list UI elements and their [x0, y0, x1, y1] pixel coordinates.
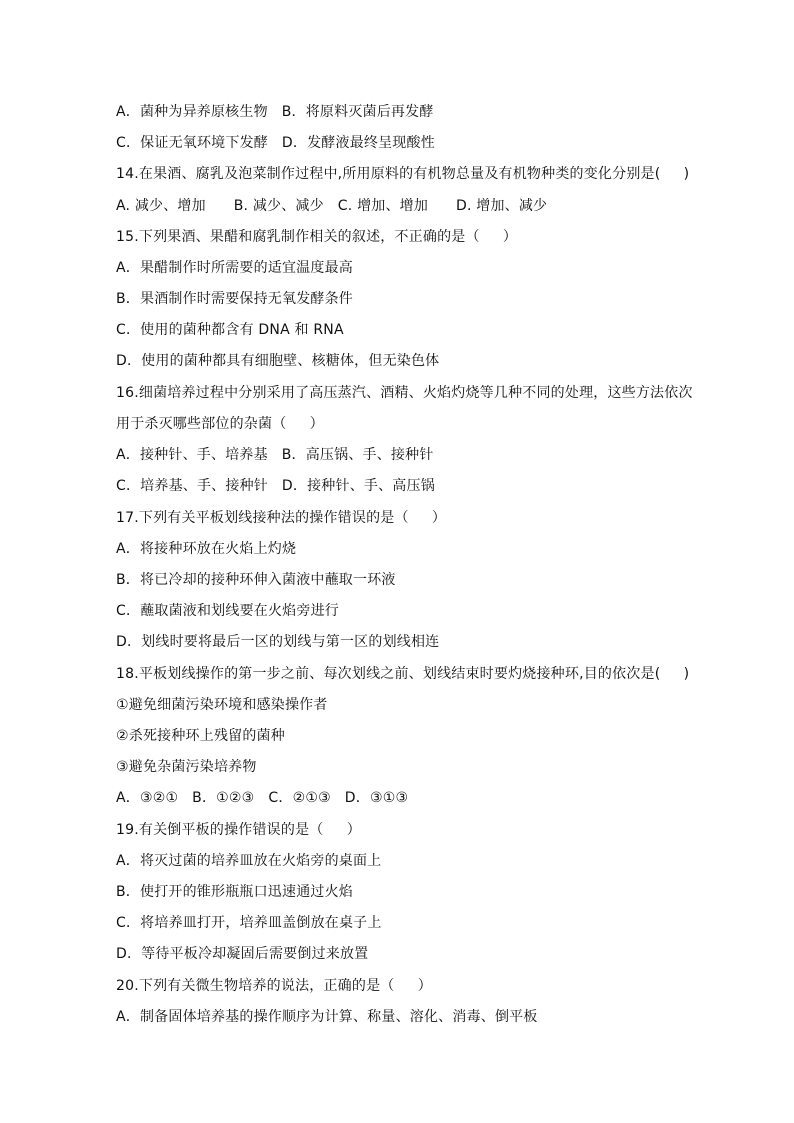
question-18: 18.平板划线操作的第一步之前、每次划线之前、划线结束时要灼烧接种环,目的依次是( ) — [116, 666, 690, 682]
option-line: C．培养基、手、接种针 D．接种针、手、高压锅 — [116, 478, 435, 494]
question-16: 16.细菌培养过程中分别采用了高压蒸汽、酒精、火焰灼烧等几种不同的处理，这些方法依次 — [116, 385, 693, 401]
statement-line: ③避免杂菌污染培养物 — [116, 759, 257, 775]
option-line: A．果醋制作时所需要的适宜温度最高 — [116, 260, 353, 276]
option-line: B．使打开的锥形瓶瓶口迅速通过火焰 — [116, 884, 354, 900]
option-line: A．将灭过菌的培养皿放在火焰旁的桌面上 — [116, 853, 382, 869]
option-line: B．将已冷却的接种环伸入菌液中蘸取一环液 — [116, 572, 396, 588]
option-line: A．菌种为异养原核生物 B．将原料灭菌后再发酵 — [116, 104, 434, 120]
question-16-cont: 用于杀灭哪些部位的杂菌（ ） — [116, 416, 324, 432]
option-line: C．使用的菌种都含有 DNA 和 RNA — [116, 322, 344, 338]
option-line: A．③②① B．①②③ C．②①③ D．③①③ — [116, 790, 409, 806]
statement-line: ②杀死接种环上残留的菌种 — [116, 728, 285, 744]
option-line: A. 减少、增加 B. 减少、减少 C. 增加、增加 D. 增加、减少 — [116, 198, 548, 214]
option-line: D．等待平板冷却凝固后需要倒过来放置 — [116, 946, 369, 962]
question-20: 20.下列有关微生物培养的说法，正确的是（ ） — [116, 978, 432, 994]
option-line: B．果酒制作时需要保持无氧发酵条件 — [116, 291, 354, 307]
option-line: C．将培养皿打开，培养皿盖倒放在桌子上 — [116, 915, 382, 931]
question-14: 14.在果酒、腐乳及泡菜制作过程中,所用原料的有机物总量及有机物种类的变化分别是( ) — [116, 166, 690, 182]
question-17: 17.下列有关平板划线接种法的操作错误的是（ ） — [116, 510, 447, 526]
option-line: A．接种针、手、培养基 B．高压锅、手、接种针 — [116, 447, 434, 463]
question-19: 19.有关倒平板的操作错误的是（ ） — [116, 822, 361, 838]
question-15: 15.下列果酒、果醋和腐乳制作相关的叙述，不正确的是（ ） — [116, 229, 518, 245]
option-line: A．将接种环放在火焰上灼烧 — [116, 541, 297, 557]
option-line: D．划线时要将最后一区的划线与第一区的划线相连 — [116, 634, 440, 650]
statement-line: ①避免细菌污染环境和感染操作者 — [116, 697, 328, 713]
option-line: C．保证无氧环境下发酵 D．发酵液最终呈现酸性 — [116, 135, 435, 151]
option-line: D．使用的菌种都具有细胞壁、核糖体，但无染色体 — [116, 353, 440, 369]
option-line: C．蘸取菌液和划线要在火焰旁进行 — [116, 603, 339, 619]
option-line: A．制备固体培养基的操作顺序为计算、称量、溶化、消毒、倒平板 — [116, 1009, 538, 1025]
